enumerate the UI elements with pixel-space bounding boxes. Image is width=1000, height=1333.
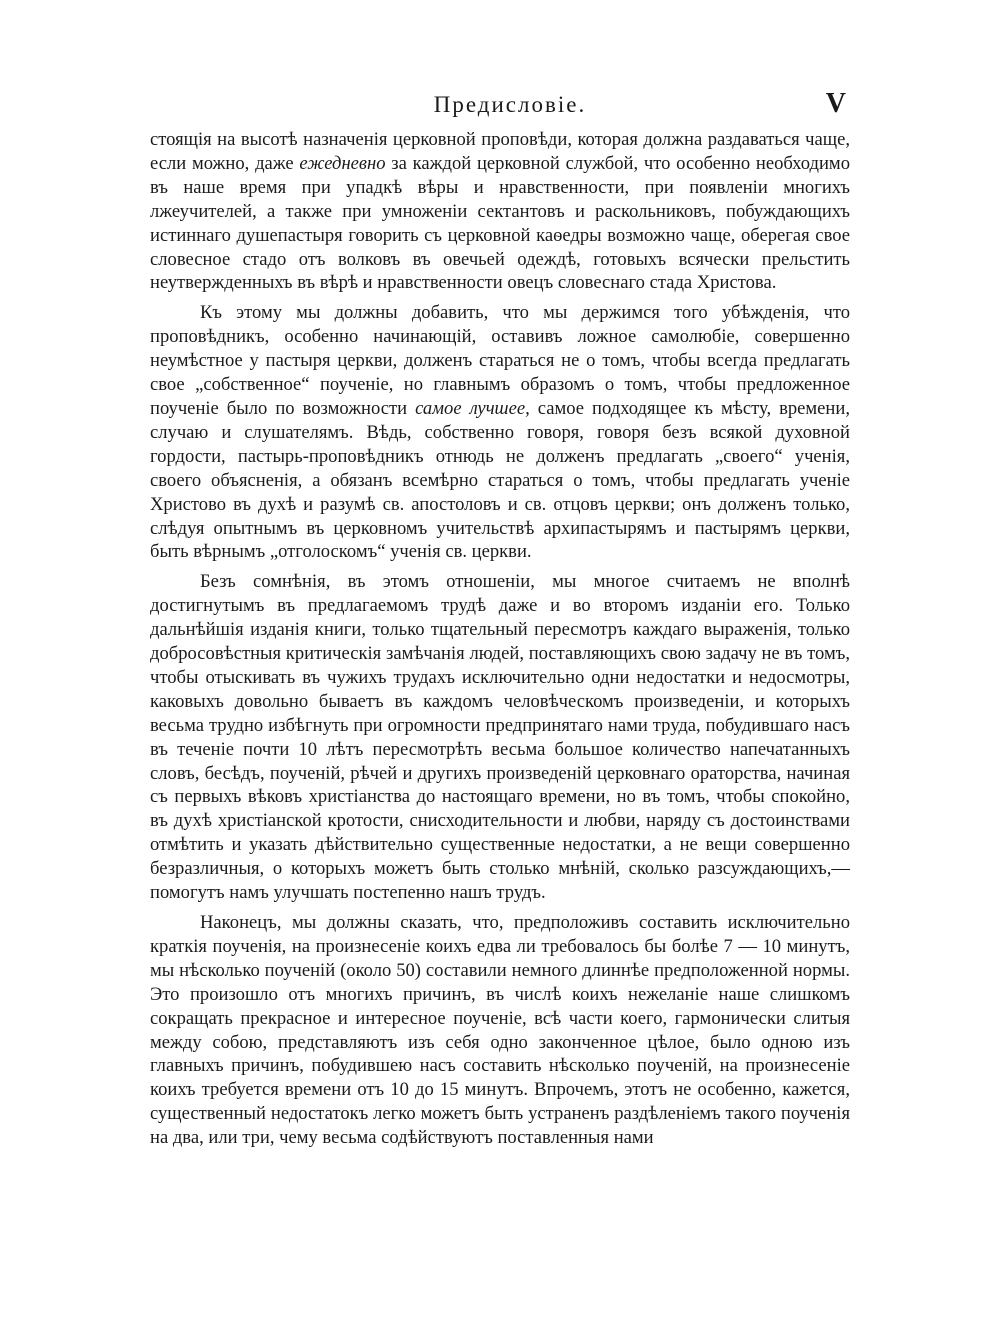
paragraph-3: [150, 570, 850, 905]
paragraph-1: [150, 128, 850, 295]
page-header: [150, 88, 850, 128]
paragraph-2-emphasis: самое лучшее,: [415, 397, 530, 419]
paragraph-2-text-a: Къ этому мы должны добавить, что мы держимся того убѣжденія, что проповѣдникъ, особенно начинающій, оставивъ ложное самолюбіе, совершенно неумѣстное у пастыря церкви, долженъ стараться не о томъ, чтобы всегда предлагать свое „собственное“ поученіе, но главнымъ образомъ о томъ, чтобы предложенное поученіе было по возможности: [150, 302, 850, 419]
paragraph-1-emphasis: ежедневно: [299, 152, 386, 174]
paragraph-2-text-b: самое подходящее къ мѣсту, времени, случаю и слушателямъ. Вѣдь, собственно говоря, говоря безъ всякой духовной гордости, пастырь-проповѣдникъ отнюдь не долженъ предлагать „своего“ ученія, своего объясненія, а обязанъ всемѣрно стараться о томъ, чтобы предлагать ученіе Христово въ духѣ и разумѣ св. апостоловъ и св. отцовъ церкви; онъ долженъ только, слѣдуя опытнымъ въ церковномъ учительствѣ архипастырямъ и пастырямъ церкви, быть вѣрнымъ „отголоскомъ“ ученія св. церкви.: [150, 397, 850, 563]
page-number: V: [825, 88, 846, 119]
paragraph-4-text: Наконецъ, мы должны сказать, что, предположивъ составить исключительно краткія поученія, на произнесеніе коихъ едва ли требовалось бы болѣе 7 — 10 минутъ, мы нѣсколько поученій (около 50) составили немного длиннѣе предположенной нормы. Это произошло отъ многихъ причинъ, въ числѣ коихъ нежеланіе наше слишкомъ сокращать прекрасное и интересное поученіе, всѣ части коего, гармонически слитыя между собою, представляютъ изъ себя одно законченное цѣлое, было одною изъ главныхъ причинъ, побудившею насъ составить нѣсколько поученій, на произнесеніе коихъ требуется времени отъ 10 до 15 минутъ. Впрочемъ, этотъ не особенно, кажется, существенный недостатокъ легко можетъ быть устраненъ раздѣленіемъ такого поученія на два, или три, чему весьма содѣйствуютъ поставленныя нами: [150, 912, 850, 1149]
body-text: [150, 128, 850, 1150]
running-title: Предисловіе.: [433, 92, 587, 117]
paragraph-1-text-a: стоящія на высотѣ назначенія церковной проповѣди, которая должна раздаваться чаще, если можно, даже: [150, 129, 850, 174]
paragraph-3-text: Безъ сомнѣнія, въ этомъ отношеніи, мы многое считаемъ не вполнѣ достигнутымъ въ предлагаемомъ трудѣ даже и во второмъ изданіи его. Только дальнѣйшія изданія книги, только тщательный пересмотръ каждаго выраженія, только добросовѣстныя критическія замѣчанія людей, поставляющихъ свою задачу не въ томъ, чтобы отыскивать въ чужихъ трудахъ исключительно одни недостатки и недосмотры, каковыхъ довольно бываетъ въ каждомъ человѣческомъ произведеніи, и которыхъ весьма трудно избѣгнуть при огромности предпринятаго нами труда, побудившаго насъ въ теченіе почти 10 лѣтъ пересмотрѣть весьма большое количество напечатанныхъ словъ, бесѣдъ, поученій, рѣчей и другихъ произведеній церковнаго ораторства, начиная съ первыхъ вѣковъ христіанства до настоящаго времени, но въ томъ, чтобы спокойно, въ духѣ христіанской кротости, снисходительности и любви, наряду съ достоинствами отмѣтить и указать дѣйствительно существенные недостатки, а не вещи совершенно безразличныя, о которыхъ можетъ быть столько мнѣній, сколько разсуждающихъ,— помогутъ намъ улучшать постепенно нашъ трудъ.: [150, 571, 850, 904]
paragraph-4: [150, 911, 850, 1150]
paragraph-1-text-b: за каждой церковной службой, что особенно необходимо въ наше время при упадкѣ вѣры и нравственности, при появленіи многихъ лжеучителей, а также при умноженіи сектантовъ и раскольниковъ, побуждающихъ истиннаго душепастыря говорить съ церковной каѳедры возможно чаще, оберегая свое словесное стадо отъ волковъ въ овечьей одеждѣ, готовыхъ всячески прельстить неутвержденныхъ въ вѣрѣ и нравственности овецъ словеснаго стада Христова.: [150, 152, 850, 294]
paragraph-2: [150, 301, 850, 564]
